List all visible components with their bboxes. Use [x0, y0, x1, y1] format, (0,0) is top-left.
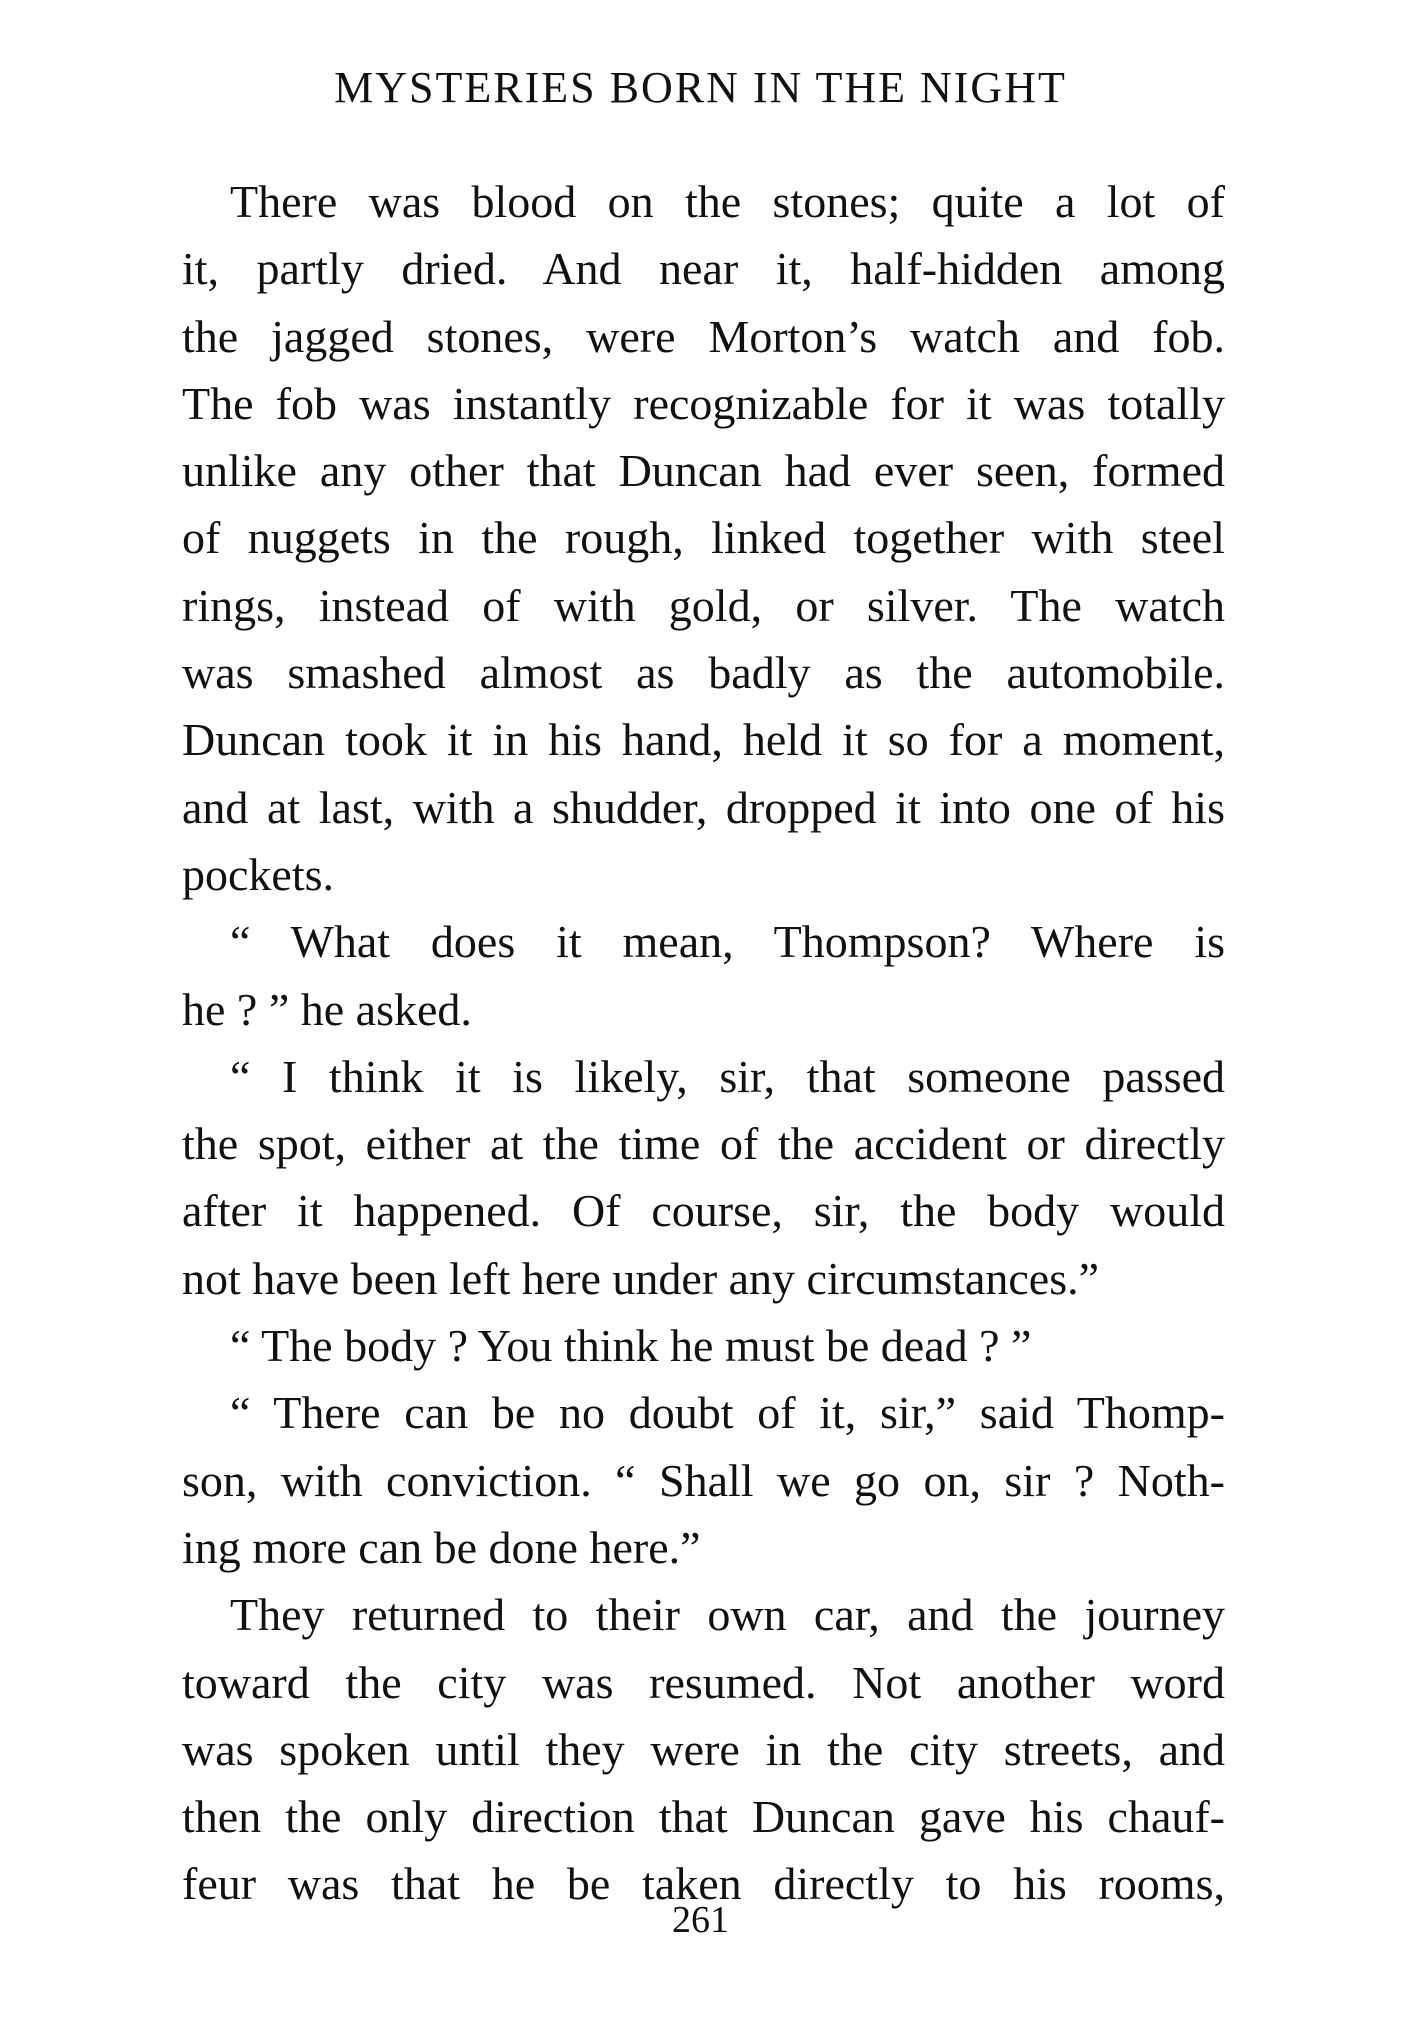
body-text: [182, 168, 1225, 1918]
text-line: The fob was instantly recognizable for it was totally: [182, 377, 1225, 429]
text-line: “ I think it is likely, sir, that someone passed: [230, 1050, 1225, 1102]
text-line: and at last, with a shudder, dropped it into one of his: [182, 781, 1225, 833]
text-line: “ What does it mean, Thompson? Where is: [230, 916, 1225, 968]
text-line: after it happened. Of course, sir, the body would: [182, 1185, 1225, 1237]
text-line: then the only direction that Duncan gave his chauf-: [182, 1791, 1225, 1843]
text-line: There was blood on the stones; quite a lot of: [230, 176, 1225, 227]
text-line: feur was that he be taken directly to his rooms,: [182, 1858, 1225, 1910]
page-number: 261: [672, 1899, 729, 1941]
text-line: unlike any other that Duncan had ever seen, formed: [182, 445, 1225, 497]
text-line: of nuggets in the rough, linked together with steel: [182, 512, 1225, 564]
text-line: the spot, either at the time of the accident or directly: [182, 1118, 1225, 1170]
text-line: was smashed almost as badly as the automobile.: [182, 647, 1225, 699]
text-line: Duncan took it in his hand, held it so for a moment,: [182, 714, 1225, 766]
text-line: toward the city was resumed. Not another word: [182, 1656, 1225, 1708]
text-line: They returned to their own car, and the journey: [230, 1589, 1225, 1641]
text-line: rings, instead of with gold, or silver. The watch: [182, 579, 1225, 631]
text-line: not have been left here under any circumstances.”: [182, 1252, 1100, 1304]
text-line: pockets.: [182, 848, 335, 900]
text-line: the jagged stones, were Morton’s watch and fob.: [182, 310, 1225, 362]
text-line: was spoken until they were in the city streets, and: [182, 1723, 1225, 1775]
running-head: MYSTERIES BORN IN THE NIGHT: [334, 63, 1067, 112]
text-line: “ There can be no doubt of it, sir,” said Thomp-: [230, 1387, 1225, 1439]
text-line: it, partly dried. And near it, half-hidden among: [182, 243, 1225, 295]
text-line: he ? ” he asked.: [182, 983, 472, 1035]
text-line: “ The body ? You think he must be dead ? ”: [230, 1320, 1032, 1372]
text-line: ing more can be done here.”: [182, 1521, 701, 1573]
text-line: son, with conviction. “ Shall we go on, sir ? Noth-: [182, 1454, 1225, 1506]
